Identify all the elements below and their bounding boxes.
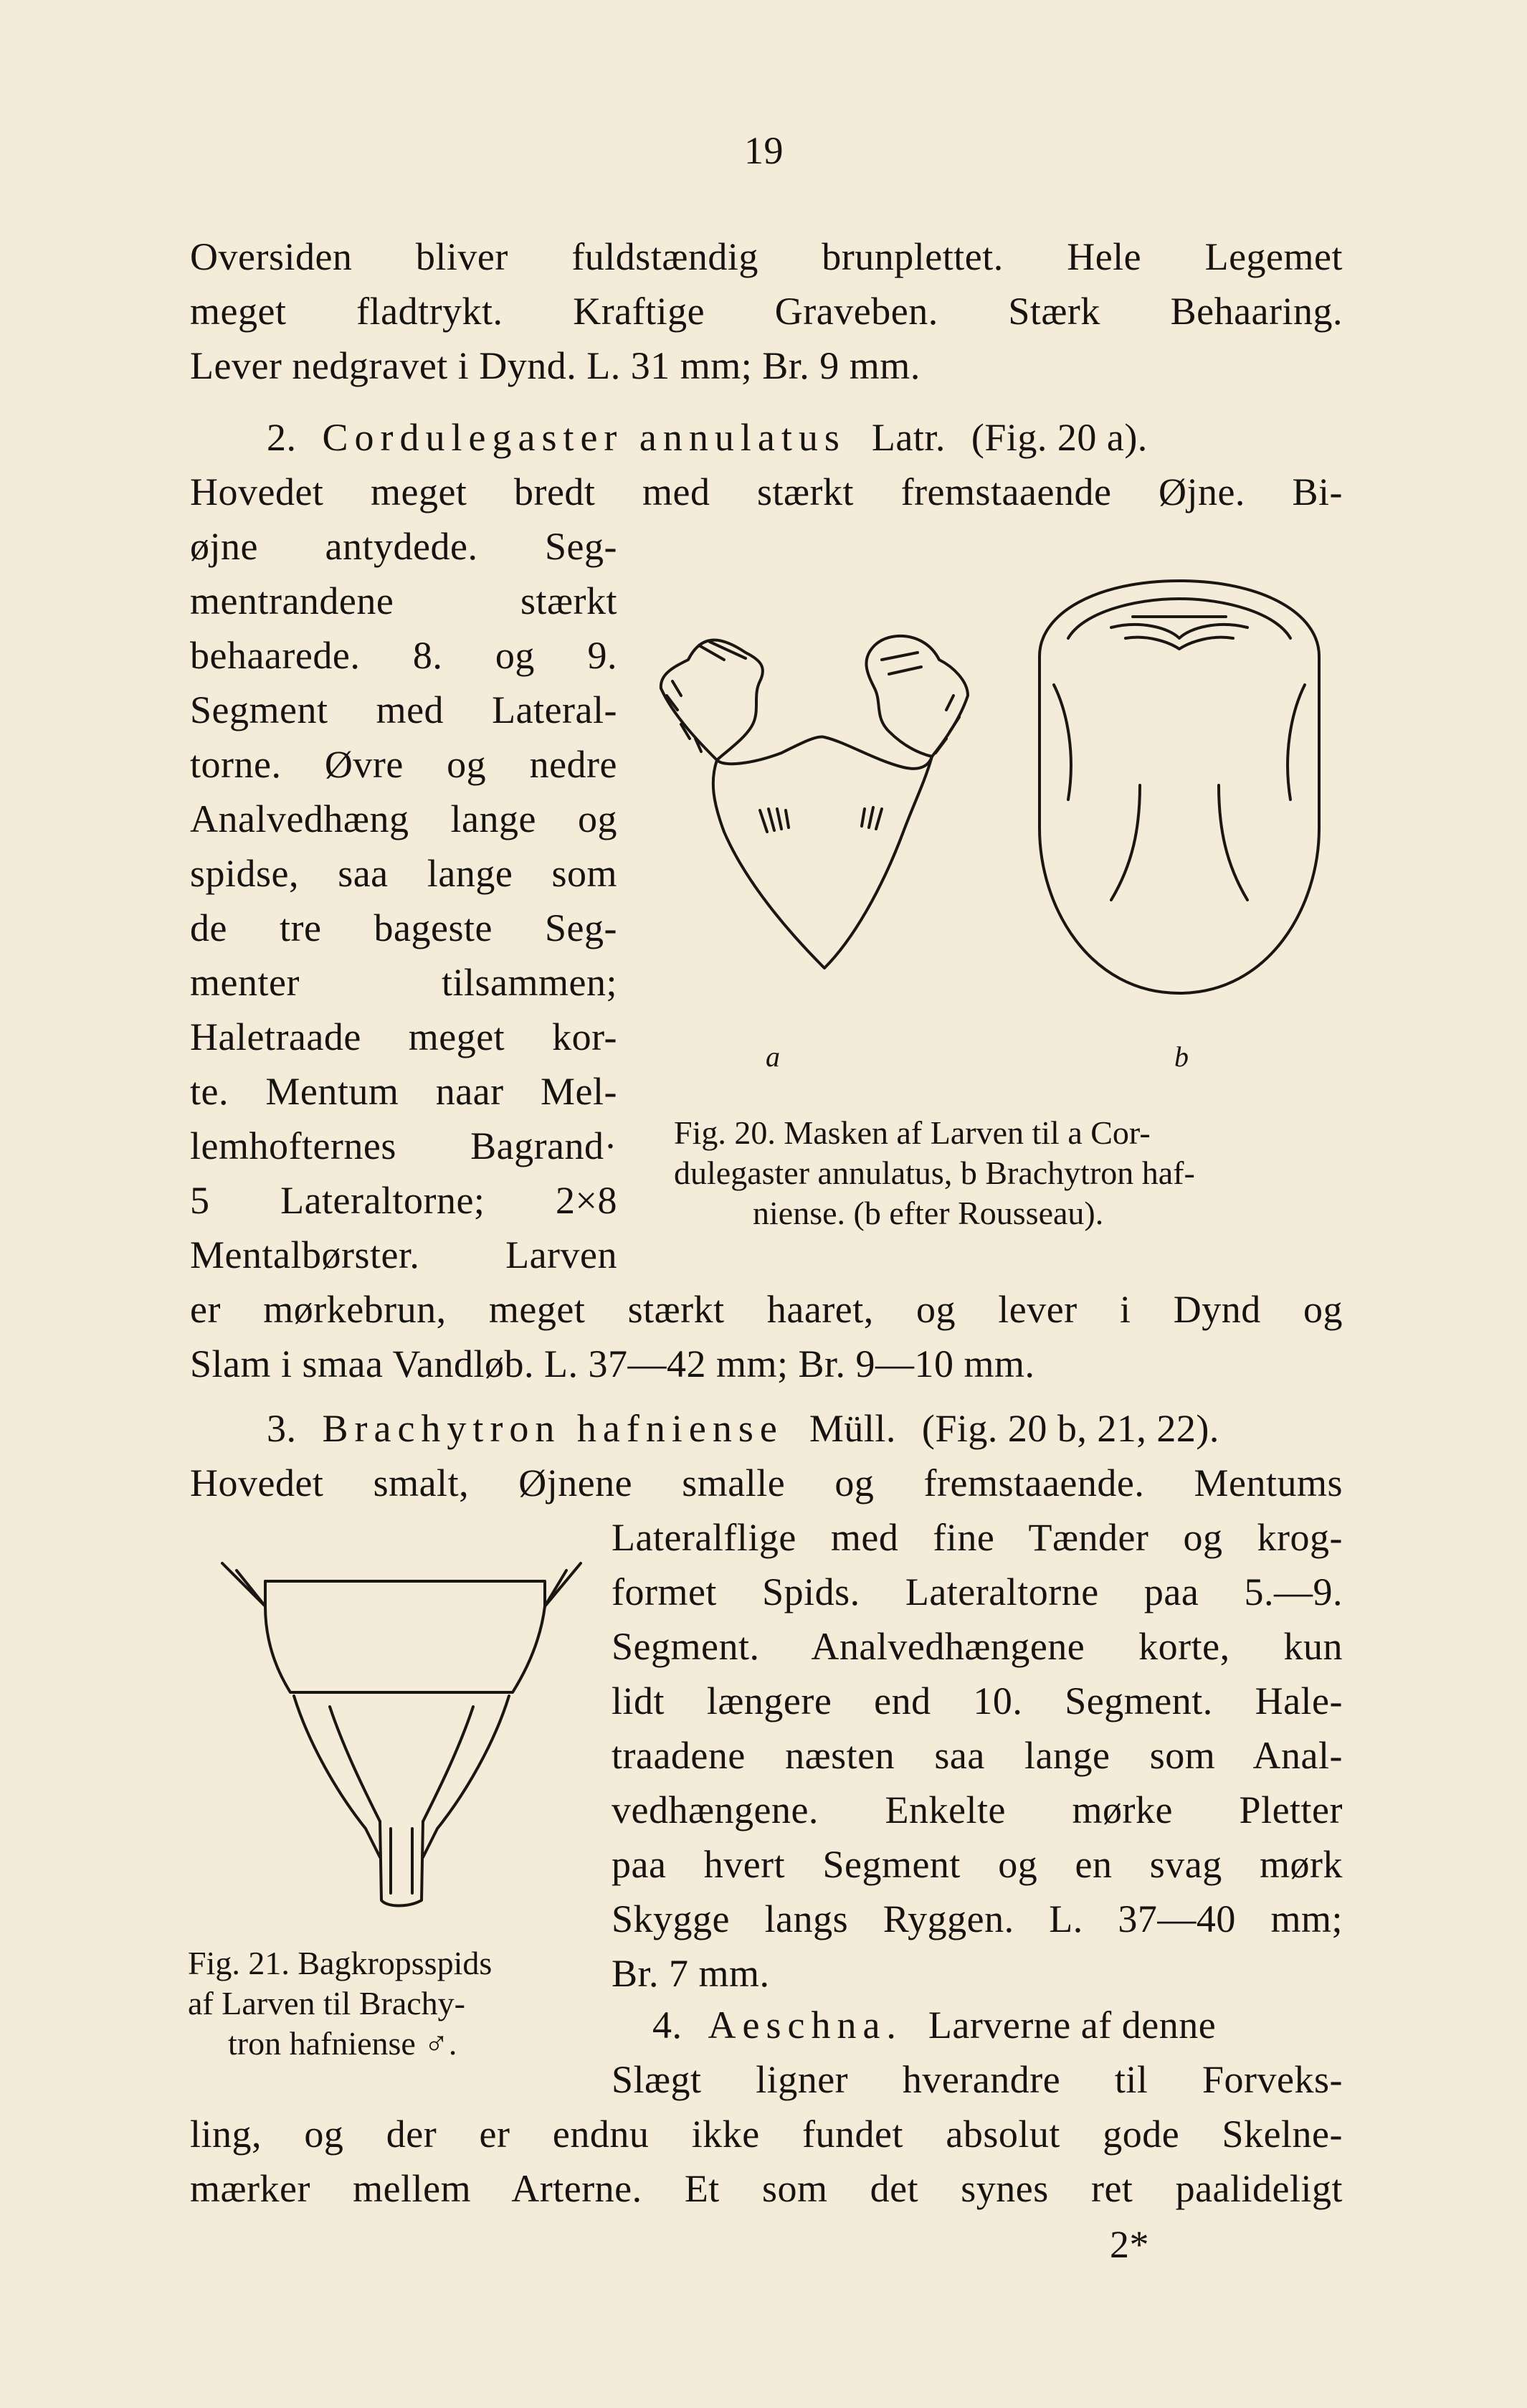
text-line: Segment med Lateral- (190, 688, 617, 731)
figure-reference: (Fig. 20 b, 21, 22). (921, 1407, 1219, 1450)
text-line: vedhængene. Enkelte mørke Pletter (612, 1788, 1343, 1831)
text-line: formet Spids. Lateraltorne paa 5.—9. (612, 1570, 1343, 1613)
text-line: Slægt ligner hverandre til Forveks- (612, 2058, 1343, 2101)
text-line: Oversiden bliver fuldstændig brunplettet. Hele Legemet (190, 235, 1343, 278)
figure-20a-drawing (645, 617, 1004, 990)
figure-20b-label: b (1174, 1041, 1189, 1073)
text-line: er mørkebrun, meget stærkt haaret, og lever i Dynd og (190, 1288, 1343, 1331)
text-line: lidt længere end 10. Segment. Hale- (612, 1679, 1343, 1722)
text-line: te. Mentum naar Mel- (190, 1070, 617, 1113)
figure-21-caption-line: tron hafniense ♂. (228, 2025, 457, 2062)
text-line: Skygge langs Ryggen. L. 37—40 mm; (612, 1897, 1343, 1940)
signature-mark: 2* (1110, 2223, 1149, 2266)
page-number: 19 (744, 129, 784, 172)
species-heading-3 (267, 1406, 1219, 1451)
text-line: lemhofternes Bagrand· (190, 1124, 617, 1167)
text-line: torne. Øvre og nedre (190, 743, 617, 786)
text-line: spidse, saa lange som (190, 852, 617, 895)
text-line: ling, og der er endnu ikke fundet absolut gode Skelne- (190, 2113, 1343, 2156)
figure-20b-drawing (1025, 570, 1333, 1015)
text-line: mærker mellem Arterne. Et som det synes ret paalideligt (190, 2167, 1343, 2210)
text-line: meget fladtrykt. Kraftige Graveben. Stærk Behaaring. (190, 290, 1343, 333)
text-line: behaarede. 8. og 9. (190, 634, 617, 677)
species-name: Aeschna. (708, 2004, 903, 2047)
text-line: øjne antydede. Seg- (190, 525, 617, 568)
species-name: Brachytron hafniense (322, 1407, 784, 1450)
text-line: menter tilsammen; (190, 961, 617, 1004)
text-line: Slam i smaa Vandløb. L. 37—42 mm; Br. 9—10 mm. (190, 1342, 1035, 1385)
species-author: Müll. (809, 1407, 896, 1450)
species-number: 3. (267, 1407, 297, 1450)
figure-21-caption-line: Fig. 21. Bagkropsspids (188, 1945, 493, 1981)
text-line: Hovedet meget bredt med stærkt fremstaaende Øjne. Bi- (190, 470, 1343, 513)
text-line: paa hvert Segment og en svag mørk (612, 1843, 1343, 1886)
species-text: Larverne af denne (928, 2004, 1217, 2047)
figure-20-caption-line: dulegaster annulatus, b Brachytron haf- (674, 1155, 1195, 1191)
species-heading-2 (267, 414, 1148, 460)
figure-20a-label: a (766, 1041, 780, 1073)
species-number: 4. (652, 2004, 682, 2047)
text-line: traadene næsten saa lange som Anal- (612, 1734, 1343, 1777)
text-line: 5 Lateraltorne; 2×8 (190, 1179, 617, 1222)
text-line: Analvedhæng lange og (190, 797, 617, 840)
figure-reference: (Fig. 20 a). (971, 416, 1148, 459)
text-line: Segment. Analvedhængene korte, kun (612, 1625, 1343, 1668)
text-line: Br. 7 mm. (612, 1952, 770, 1995)
species-author: Latr. (871, 416, 946, 459)
text-line: Haletraade meget kor- (190, 1015, 617, 1058)
species-name: Cordulegaster annulatus (322, 416, 846, 459)
figure-21-caption-line: af Larven til Brachy- (188, 1985, 465, 2021)
figure-20-caption-line: niense. (b efter Rousseau). (753, 1195, 1104, 1231)
text-line: de tre bageste Seg- (190, 906, 617, 949)
text-line: Lever nedgravet i Dynd. L. 31 mm; Br. 9 mm. (190, 344, 921, 387)
species-number: 2. (267, 416, 297, 459)
figure-20-caption-line: Fig. 20. Masken af Larven til a Cor- (674, 1114, 1151, 1151)
text-line: Mentalbørster. Larven (190, 1233, 617, 1276)
text-line: mentrandene stærkt (190, 579, 617, 622)
text-line: Lateralflige med fine Tænder og krog- (612, 1516, 1343, 1559)
text-line: Hovedet smalt, Øjnene smalle og fremstaaende. Mentums (190, 1461, 1343, 1504)
figure-21-drawing (215, 1556, 588, 1915)
species-heading-4 (652, 2002, 1216, 2048)
